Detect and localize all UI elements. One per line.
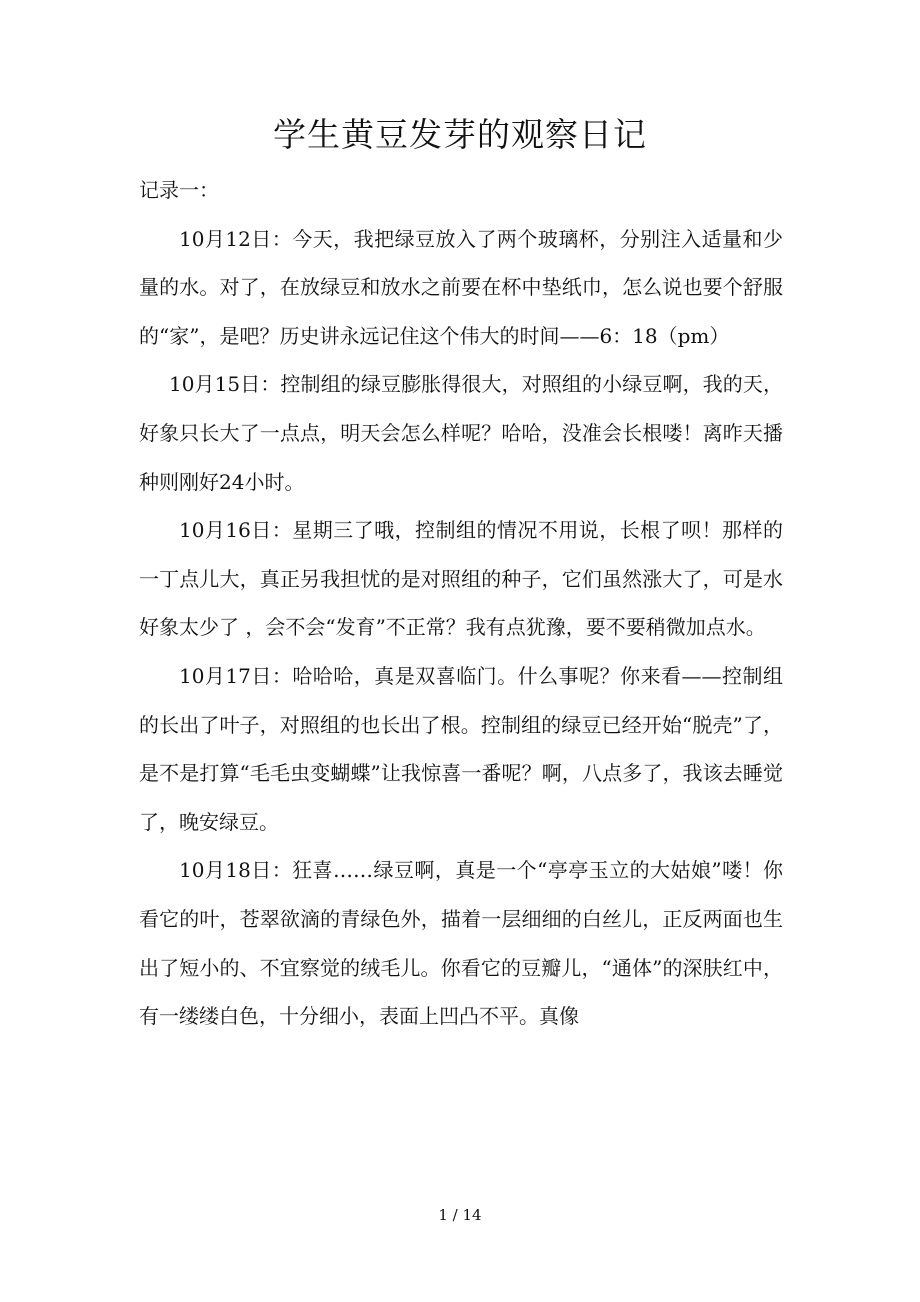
- diary-entry-oct-16: 10月16日：星期三了哦，控制组的情况不用说，长根了呗！那样的一丁点儿大，真正另我担忧的是对照组的种子，它们虽然涨大了，可是水好象太少了 ，会不会“发育”不正常？我有点犹豫，要不要稍微加点水。: [139, 518, 783, 640]
- diary-entry-oct-18: 10月18日：狂喜……绿豆啊，真是一个“亭亭玉立的大姑娘”喽！你看它的叶，苍翠欲滴的青绿色外，描着一层细细的白丝儿，正反两面也生出了短小的、不宜察觉的绒毛儿。你看它的豆瓣儿，“通体”的深肤红中，有一缕缕白色，十分细小，表面上凹凸不平。真像: [139, 858, 783, 1029]
- document-title: 学生黄豆发芽的观察日记: [273, 115, 647, 154]
- document-body: [139, 166, 783, 1041]
- diary-entry-oct-12: 10月12日：今天，我把绿豆放入了两个玻璃杯，分别注入适量和少量的水。对了，在放绿豆和放水之前要在杯中垫纸巾，怎么说也要个舒服的“家”，是吧？历史讲永远记住这个伟大的时间——6：18（pm）: [139, 226, 783, 348]
- page-number: 1 / 14: [438, 1206, 482, 1224]
- section-label: 记录一：: [139, 178, 219, 202]
- diary-entry-oct-17: 10月17日：哈哈哈，真是双喜临门。什么事呢？你来看——控制组的长出了叶子，对照组的也长出了根。控制组的绿豆已经开始“脱壳”了，是不是打算“毛毛虫变蝴蝶”让我惊喜一番呢？啊，八点多了，我该去睡觉了，晚安绿豆。: [139, 663, 783, 834]
- diary-entry-oct-15: 10月15日：控制组的绿豆膨胀得很大，对照组的小绿豆啊，我的天，好象只长大了一点点，明天会怎么样呢？哈哈，没准会长根喽！离昨天播种则刚好24小时。: [139, 372, 783, 494]
